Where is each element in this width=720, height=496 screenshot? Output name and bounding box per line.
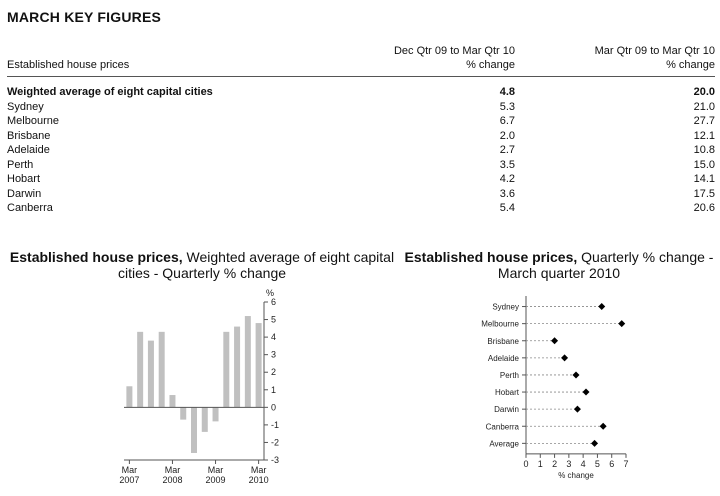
annual-change-value: 17.5 <box>693 187 715 200</box>
bar <box>213 407 219 421</box>
quarterly-change-value: 5.4 <box>499 202 515 214</box>
y-tick-label: 1 <box>271 384 277 395</box>
bar <box>169 395 175 407</box>
table-row <box>7 129 715 144</box>
bar <box>180 407 186 419</box>
data-point <box>600 423 607 430</box>
data-point <box>551 337 558 344</box>
table-row <box>7 158 715 173</box>
table-row <box>7 100 715 115</box>
march-quarter-dot-chart <box>472 294 682 494</box>
x-tick-label-year: 2009 <box>205 475 226 485</box>
city-label: Brisbane <box>7 129 51 142</box>
category-label: Brisbane <box>487 336 519 346</box>
dot-chart-title: Established house prices, Quarterly % change - March quarter 2010 <box>404 249 714 281</box>
quarterly-change-value: 4.2 <box>499 173 515 185</box>
annual-change-value: 10.8 <box>693 144 715 156</box>
x-tick-label: 4 <box>580 458 586 469</box>
header-gap <box>7 77 715 86</box>
table-row <box>7 201 715 216</box>
x-tick-label: 5 <box>594 458 600 469</box>
bar <box>148 341 154 408</box>
data-point <box>591 440 598 447</box>
x-tick-label: 1 <box>537 458 543 469</box>
annual-change-header: Mar Qtr 09 to Mar Qtr 10 % change <box>594 45 715 71</box>
table-row <box>7 85 715 100</box>
data-point <box>574 406 581 413</box>
category-label: Canberra <box>485 422 519 432</box>
x-tick-label-month: Mar <box>207 465 224 475</box>
bar <box>191 407 197 453</box>
quarterly-change-header: Dec Qtr 09 to Mar Qtr 10 % change <box>393 45 515 71</box>
table-header-row <box>7 44 715 72</box>
x-tick-label: 0 <box>523 458 529 469</box>
annual-change-value: 27.7 <box>693 115 715 127</box>
y-tick-label: 0 <box>271 402 277 413</box>
table-row <box>7 172 715 187</box>
annual-change-value: 21.0 <box>693 100 715 113</box>
category-label: Darwin <box>494 405 519 415</box>
category-label: Hobart <box>494 388 519 398</box>
bar <box>245 316 251 407</box>
data-point <box>583 389 590 396</box>
y-tick-label: 3 <box>271 349 277 360</box>
annual-change-value: 15.0 <box>693 158 715 171</box>
quarterly-change-value: 5.3 <box>499 100 515 113</box>
quarterly-change-bar-chart <box>110 288 300 496</box>
x-tick-label-year: 2010 <box>248 475 269 485</box>
bar <box>137 332 143 407</box>
y-tick-label: 6 <box>271 297 277 307</box>
city-label: Sydney <box>7 100 44 113</box>
bar <box>234 327 240 408</box>
quarterly-change-value: 3.5 <box>499 158 515 171</box>
city-label: Darwin <box>7 187 42 200</box>
annual-change-value: 20.0 <box>693 86 715 98</box>
row-label-header: Established house prices <box>7 59 130 71</box>
x-tick-label: 7 <box>623 458 629 469</box>
table-row <box>7 114 715 129</box>
y-tick-label: -3 <box>271 455 280 465</box>
city-label: Weighted average of eight capital cities <box>7 86 213 98</box>
data-point <box>573 371 580 378</box>
city-label: Perth <box>7 158 34 171</box>
x-tick-label-month: Mar <box>164 465 181 475</box>
x-tick-label: 6 <box>609 458 615 469</box>
x-tick-label-year: 2007 <box>119 475 140 485</box>
annual-change-value: 12.1 <box>693 129 715 142</box>
x-tick-label: 2 <box>552 458 558 469</box>
x-tick-label: 3 <box>566 458 572 469</box>
data-point <box>561 354 568 361</box>
page-title: MARCH KEY FIGURES <box>7 9 162 25</box>
category-label: Melbourne <box>481 319 519 329</box>
data-point <box>618 320 625 327</box>
category-label: Adelaide <box>487 353 519 363</box>
bar <box>126 386 132 407</box>
bar <box>223 332 229 407</box>
x-tick-label-year: 2008 <box>162 475 183 485</box>
bar-chart-title: Established house prices, Weighted average of eight capital cities - Quarterly % change <box>9 249 395 281</box>
category-label: Sydney <box>492 302 519 312</box>
city-label: Hobart <box>7 173 41 185</box>
quarterly-change-value: 6.7 <box>499 115 515 127</box>
y-axis-unit-label: % <box>266 288 275 298</box>
x-axis-label: % change <box>558 470 594 480</box>
y-tick-label: -1 <box>271 419 280 430</box>
category-label: Perth <box>499 370 519 380</box>
y-tick-label: -2 <box>271 437 280 448</box>
quarterly-change-value: 4.8 <box>499 86 515 98</box>
table-row <box>7 143 715 158</box>
quarterly-change-value: 2.7 <box>499 144 515 156</box>
quarterly-change-value: 2.0 <box>499 129 515 142</box>
key-figures-table <box>7 44 715 216</box>
city-label: Melbourne <box>7 115 59 127</box>
annual-change-value: 14.1 <box>693 173 715 185</box>
city-label: Canberra <box>7 202 53 214</box>
city-label: Adelaide <box>7 144 50 156</box>
bar <box>202 407 208 432</box>
x-tick-label-month: Mar <box>121 465 138 475</box>
table-row <box>7 187 715 202</box>
y-tick-label: 2 <box>271 367 277 378</box>
category-label: Average <box>489 439 519 449</box>
y-tick-label: 5 <box>271 314 277 325</box>
bar <box>159 332 165 407</box>
annual-change-value: 20.6 <box>693 202 715 214</box>
x-tick-label-month: Mar <box>250 465 267 475</box>
quarterly-change-value: 3.6 <box>499 187 515 200</box>
bar <box>256 323 262 407</box>
y-tick-label: 4 <box>271 332 277 343</box>
data-point <box>598 303 605 310</box>
